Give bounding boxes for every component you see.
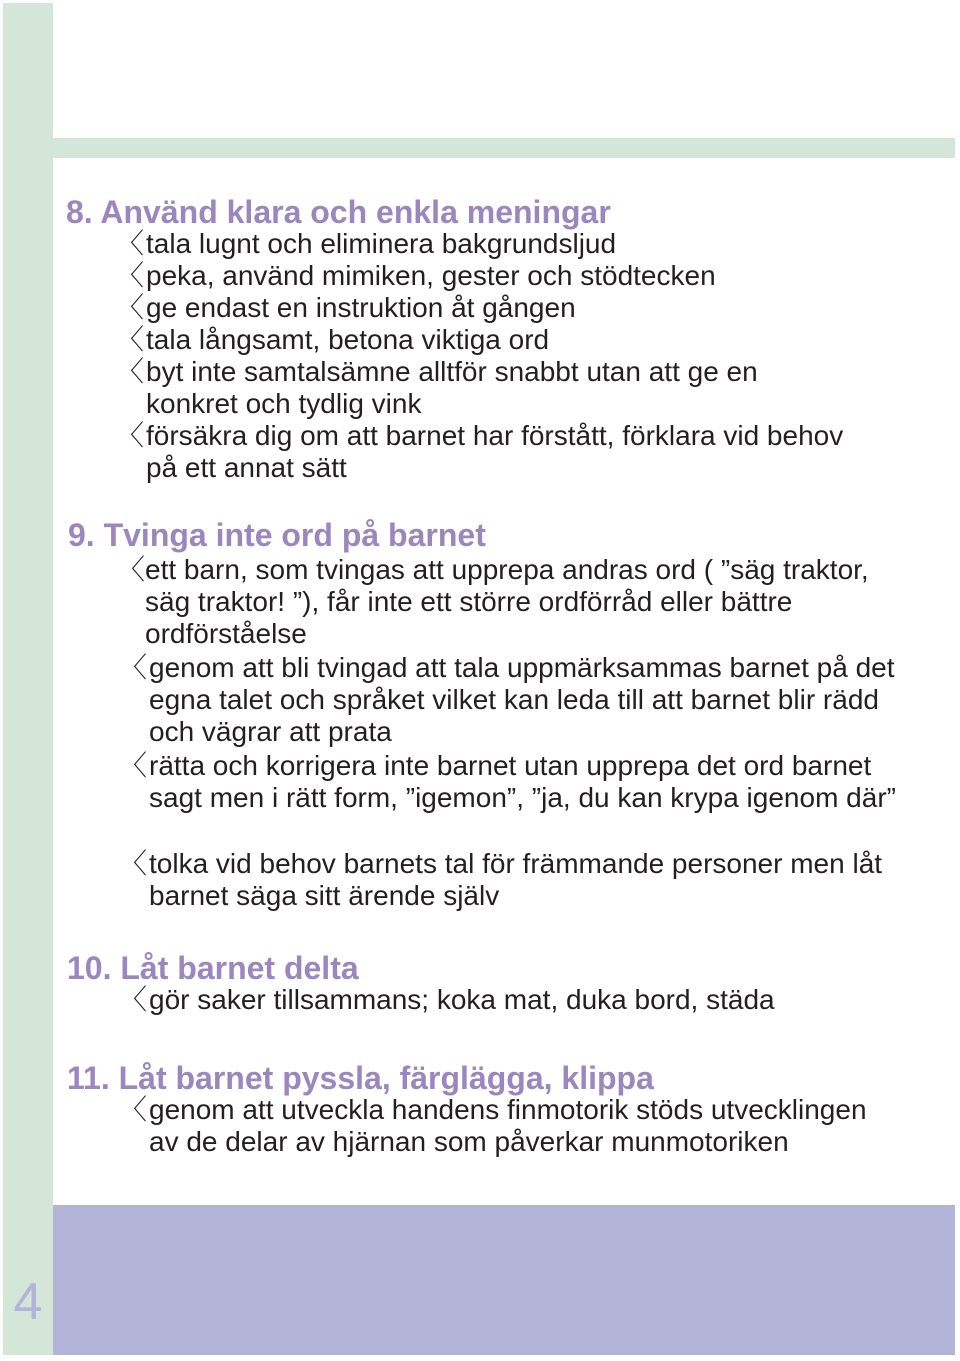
section-heading-11: 11. Låt barnet pyssla, färglägga, klippa [67, 1060, 654, 1096]
list-item-text: ge endast en instruktion åt gången [146, 292, 576, 323]
chevron-left-icon: 〈 [119, 1093, 148, 1126]
list-item-text: peka, använd mimiken, gester och stödtecken [146, 260, 716, 291]
list-item-text: tala lugnt och eliminera bakgrundsljud [146, 228, 617, 259]
list-item [119, 749, 904, 814]
list-item-text: gör saker tillsammans; koka mat, duka bord, städa [149, 984, 775, 1015]
page-number: 4 [13, 1273, 43, 1331]
chevron-left-icon: 〈 [119, 749, 148, 782]
list-item [116, 259, 866, 292]
list-item-text: tala långsamt, betona viktiga ord [146, 324, 550, 355]
list-item [116, 355, 851, 420]
list-item-text: försäkra dig om att barnet har förstått, förklara vid behov på ett annat sätt [146, 420, 844, 483]
list-item-text: rätta och korrigera inte barnet utan upprepa det ord barnet sagt men i rätt form, ”igemon”, ”ja, du kan krypa igenom där” [149, 750, 896, 813]
list-item [117, 553, 900, 650]
list-item [119, 983, 909, 1016]
list-item [119, 651, 904, 748]
chevron-left-icon: 〈 [117, 553, 146, 586]
list-item [116, 419, 851, 484]
section-heading-8: 8. Använd klara och enkla meningar [66, 194, 611, 230]
list-item-text: byt inte samtalsämne alltför snabbt utan att ge en konkret och tydlig vink [146, 356, 758, 419]
section-heading-10: 10. Låt barnet delta [67, 950, 359, 986]
list-item-text: genom att bli tvingad att tala uppmärksammas barnet på det egna talet och språket vilket kan leda till att barnet blir rädd och vägrar att prata [149, 652, 895, 747]
list-item [119, 847, 904, 912]
list-item [116, 291, 866, 324]
chevron-left-icon: 〈 [116, 259, 145, 292]
chevron-left-icon: 〈 [119, 847, 148, 880]
chevron-left-icon: 〈 [116, 227, 145, 260]
section-heading-9: 9. Tvinga inte ord på barnet [68, 517, 486, 553]
list-item [116, 227, 866, 260]
list-item-text: tolka vid behov barnets tal för främmande personer men låt barnet säga sitt ärende själv [149, 848, 883, 911]
chevron-left-icon: 〈 [116, 291, 145, 324]
list-item-text: ett barn, som tvingas att upprepa andras ord ( ”säg traktor, säg traktor! ”), får inte ett större ordförråd eller bättre ordförståelse [145, 554, 869, 649]
chevron-left-icon: 〈 [116, 323, 145, 356]
list-item-text: genom att utveckla handens finmotorik stöds utvecklingen av de delar av hjärnan som påverkar munmotoriken [149, 1094, 867, 1157]
chevron-left-icon: 〈 [119, 983, 148, 1016]
chevron-left-icon: 〈 [119, 651, 148, 684]
list-item [116, 323, 866, 356]
chevron-left-icon: 〈 [116, 419, 145, 452]
chevron-left-icon: 〈 [116, 355, 145, 388]
list-item [119, 1093, 869, 1158]
